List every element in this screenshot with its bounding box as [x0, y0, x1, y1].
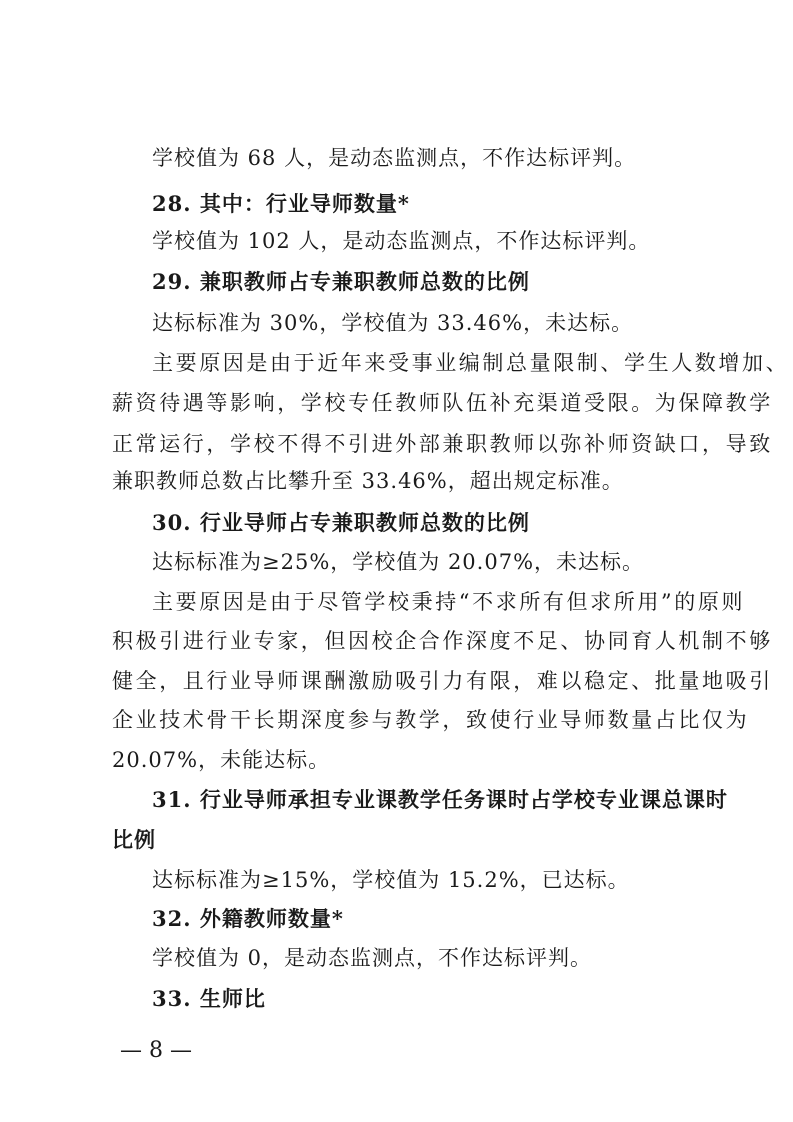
section-heading-28: 28. 其中：行业导师数量*: [152, 191, 410, 216]
paragraph-line: 健全，且行业导师课酬激励吸引力有限，难以稳定、批量地吸引: [112, 669, 773, 693]
section-heading-32: 32. 外籍教师数量*: [152, 906, 344, 931]
paragraph-line: 学校值为 0，是动态监测点，不作达标评判。: [152, 946, 593, 970]
section-heading-29: 29. 兼职教师占专兼职教师总数的比例: [152, 269, 530, 294]
page-number: — 8 —: [120, 1038, 192, 1063]
paragraph-line: 达标标准为 30%，学校值为 33.46%，未达标。: [152, 311, 634, 335]
section-heading-30: 30. 行业导师占专兼职教师总数的比例: [152, 510, 530, 535]
paragraph-line: 兼职教师总数占比攀升至 33.46%，超出规定标准。: [112, 469, 624, 493]
paragraph-line: 达标标准为≥15%，学校值为 15.2%，已达标。: [152, 868, 630, 892]
paragraph-line: 积极引进行业专家，但因校企合作深度不足、协同育人机制不够: [112, 629, 773, 653]
paragraph-line: 企业技术骨干长期深度参与教学，致使行业导师数量占比仅为: [112, 708, 750, 732]
paragraph-line: 学校值为 102 人，是动态监测点，不作达标评判。: [152, 229, 651, 253]
paragraph-line: 薪资待遇等影响，学校专任教师队伍补充渠道受限。为保障教学: [112, 391, 773, 415]
paragraph-line: 学校值为 68 人，是动态监测点，不作达标评判。: [152, 146, 637, 170]
section-heading-31-continued: 比例: [112, 827, 156, 852]
paragraph-line: 20.07%，未能达标。: [112, 748, 331, 772]
section-heading-31: 31. 行业导师承担专业课教学任务课时占学校专业课总课时: [152, 787, 728, 812]
section-heading-33: 33. 生师比: [152, 986, 266, 1011]
paragraph-line: 达标标准为≥25%，学校值为 20.07%，未达标。: [152, 550, 645, 574]
paragraph-line: 主要原因是由于近年来受事业编制总量限制、学生人数增加、: [152, 351, 790, 375]
paragraph-line: 主要原因是由于尽管学校秉持“不求所有但求所用”的原则: [152, 590, 746, 614]
paragraph-line: 正常运行，学校不得不引进外部兼职教师以弥补师资缺口，导致: [112, 432, 773, 456]
